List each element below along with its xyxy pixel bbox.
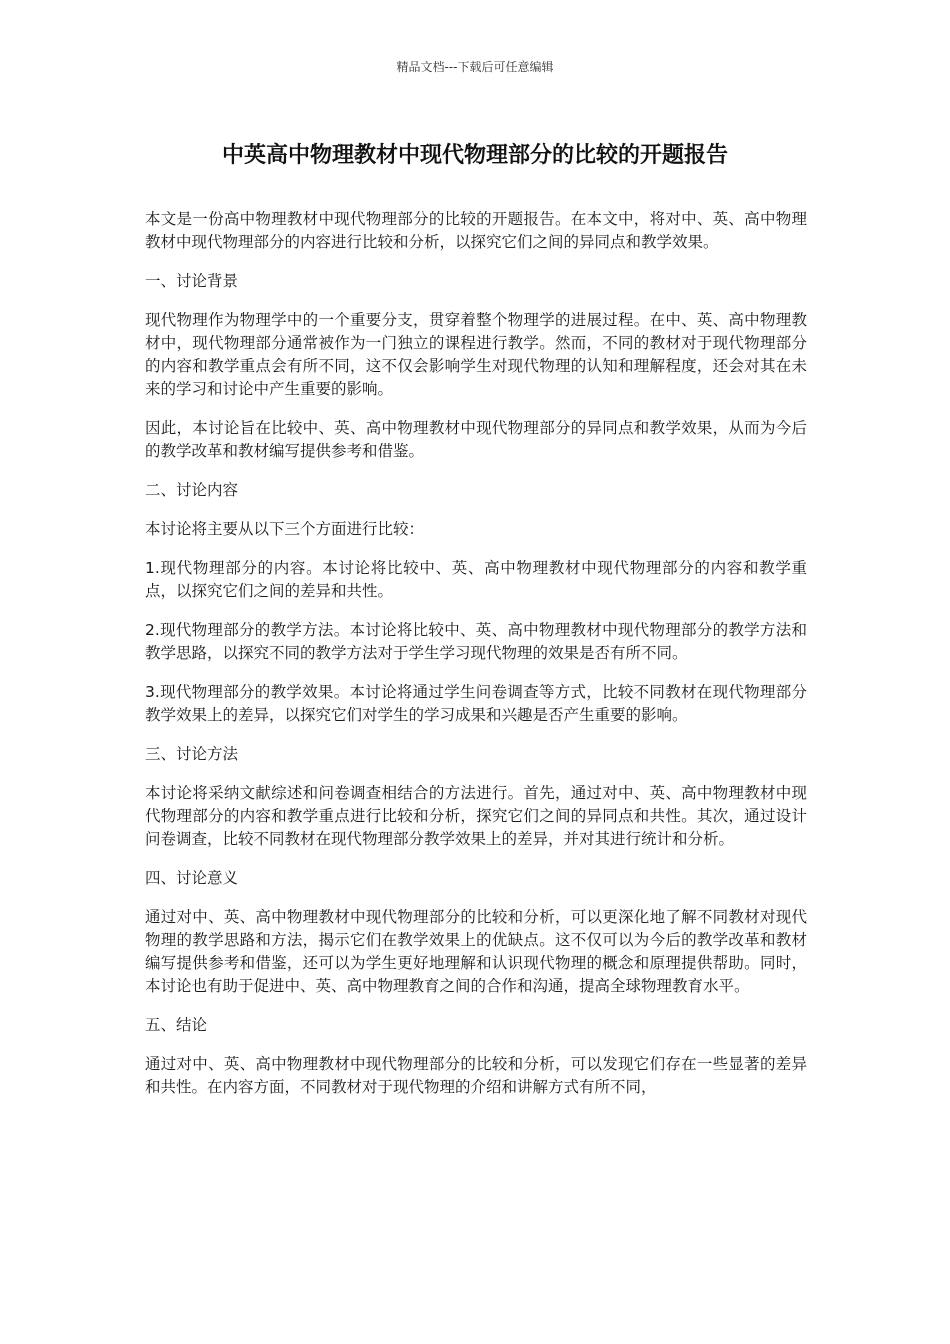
section-heading-content: 二、讨论内容 [145,481,239,499]
background-paragraph-2: 因此，本讨论旨在比较中、英、高中物理教材中现代物理部分的异同点和教学效果，从而为今后的教学改革和教材编写提供参考和借鉴。 [145,419,807,460]
content-paragraph-1: 本讨论将主要从以下三个方面进行比较： [145,520,425,538]
significance-paragraph: 通过对中、英、高中物理教材中现代物理部分的比较和分析，可以更深化地了解不同教材对现代物理的教学思路和方法，揭示它们在教学效果上的优缺点。这不仅可以为今后的教学改革和教材编写提供参考和借鉴，还可以为学生更好地理解和认识现代物理的概念和原理提供帮助。同时，本讨论也有助于促进中、英、高中物理教育之间的合作和沟通，提高全球物理教育水平。 [145,908,807,995]
section-heading-method: 三、讨论方法 [145,745,239,763]
section-heading-background: 一、讨论背景 [145,272,239,290]
content-list-item-2: 2.现代物理部分的教学方法。本讨论将比较中、英、高中物理教材中现代物理部分的教学方法和教学思路，以探究不同的教学方法对于学生学习现代物理的效果是否有所不同。 [145,621,807,662]
document-title: 中英高中物理教材中现代物理部分的比较的开题报告 [221,143,728,168]
section-heading-conclusion: 五、结论 [145,1016,208,1034]
intro-paragraph: 本文是一份高中物理教材中现代物理部分的比较的开题报告。在本文中，将对中、英、高中物理教材中现代物理部分的内容进行比较和分析，以探究它们之间的异同点和教学效果。 [145,210,807,251]
document-body [145,208,807,1115]
content-list-item-1: 1.现代物理部分的内容。本讨论将比较中、英、高中物理教材中现代物理部分的内容和教学重点，以探究它们之间的差异和共性。 [145,559,807,600]
content-list-item-3: 3.现代物理部分的教学效果。本讨论将通过学生问卷调查等方式，比较不同教材在现代物理部分教学效果上的差异，以探究它们对学生的学习成果和兴趣是否产生重要的影响。 [145,683,807,724]
background-paragraph-1: 现代物理作为物理学中的一个重要分支，贯穿着整个物理学的进展过程。在中、英、高中物理教材中，现代物理部分通常被作为一门独立的课程进行教学。然而，不同的教材对于现代物理部分的内容和教学重点会有所不同，这不仅会影响学生对现代物理的认知和理解程度，还会对其在未来的学习和讨论中产生重要的影响。 [145,311,807,398]
method-paragraph: 本讨论将采纳文献综述和问卷调查相结合的方法进行。首先，通过对中、英、高中物理教材中现代物理部分的内容和教学重点进行比较和分析，探究它们之间的异同点和共性。其次，通过设计问卷调查，比较不同教材在现代物理部分教学效果上的差异，并对其进行统计和分析。 [145,784,807,848]
header-note: 精品文档---下载后可任意编辑 [396,60,554,74]
section-heading-significance: 四、讨论意义 [145,869,239,887]
conclusion-paragraph: 通过对中、英、高中物理教材中现代物理部分的比较和分析，可以发现它们存在一些显著的差异和共性。在内容方面，不同教材对于现代物理的介绍和讲解方式有所不同， [145,1055,807,1096]
